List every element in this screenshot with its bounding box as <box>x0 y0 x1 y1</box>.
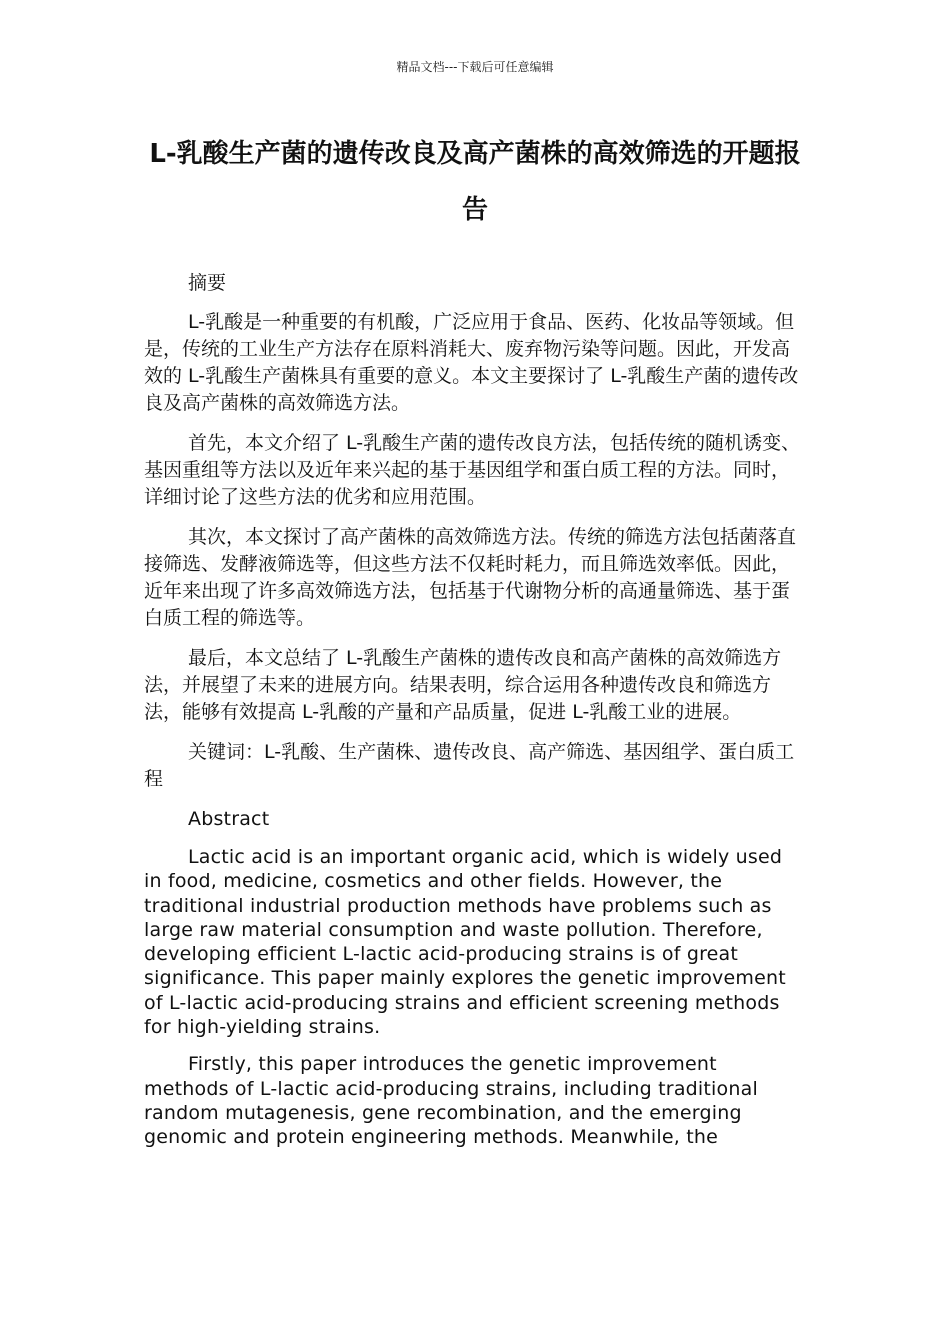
keywords-zh: 关键词：L-乳酸、生产菌株、遗传改良、高产筛选、基因组学、蛋白质工程 <box>144 741 795 790</box>
abstract-zh-paragraph: 首先，本文介绍了 L-乳酸生产菌的遗传改良方法，包括传统的随机诱变、基因重组等方法以及近年来兴起的基于基因组学和蛋白质工程的方法。同时，详细讨论了这些方法的优劣和应用范围。 <box>144 432 801 508</box>
abstract-zh-paragraph: 其次，本文探讨了高产菌株的高效筛选方法。传统的筛选方法包括菌落直接筛选、发酵液筛选等，但这些方法不仅耗时耗力，而且筛选效率低。因此，近年来出现了许多高效筛选方法，包括基于代谢物分析的高通量筛选、基于蛋白质工程的筛选等。 <box>144 526 797 629</box>
header-note: 精品文档---下载后可任意编辑 <box>396 60 554 74</box>
document-body <box>144 270 806 1163</box>
abstract-en-heading: Abstract <box>188 808 270 830</box>
abstract-zh-heading: 摘要 <box>188 272 227 294</box>
document-title: L-乳酸生产菌的遗传改良及高产菌株的高效筛选的开题报告 <box>149 139 801 225</box>
abstract-zh-paragraph: L-乳酸是一种重要的有机酸，广泛应用于食品、医药、化妆品等领域。但是，传统的工业生产方法存在原料消耗大、废弃物污染等问题。因此，开发高效的 L-乳酸生产菌株具有重要的意义。本文主要探讨了 L-乳酸生产菌的遗传改良及高产菌株的高效筛选方法。 <box>144 311 799 414</box>
abstract-en-paragraph: Lactic acid is an important organic acid, which is widely used in food, medicine, cosmetics and other fields. However, the traditional industrial production methods have problems such as large raw material consumption and waste pollution. Therefore, developing efficient L-lactic acid-producing strains is of great significance. This paper mainly explores the genetic improvement of L-lactic acid-producing strains and efficient screening methods for high-yielding strains. <box>144 846 786 1039</box>
abstract-zh-paragraph: 最后，本文总结了 L-乳酸生产菌株的遗传改良和高产菌株的高效筛选方法，并展望了未来的进展方向。结果表明，综合运用各种遗传改良和筛选方法，能够有效提高 L-乳酸的产量和产品质量，促进 L-乳酸工业的进展。 <box>144 647 782 723</box>
abstract-en-paragraph: Firstly, this paper introduces the genetic improvement methods of L-lactic acid-producing strains, including traditional random mutagenesis, gene recombination, and the emerging genomic and protein engineering methods. Meanwhile, the <box>144 1053 758 1149</box>
